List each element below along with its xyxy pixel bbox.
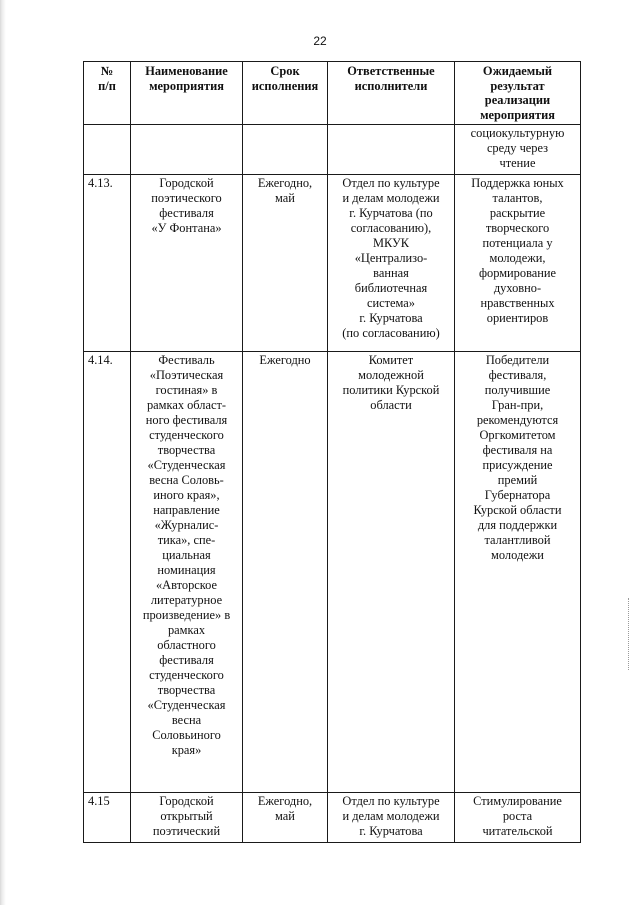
expected-result-cell: Стимулирование роста читательской <box>455 793 581 843</box>
row-number-cell <box>84 125 131 175</box>
responsible-cell <box>328 125 455 175</box>
header-responsible: Ответственные исполнители <box>328 62 455 125</box>
event-name-cell <box>131 125 243 175</box>
responsible-cell: Отдел по культуре и делам молодежи г. Курчатова (по согласованию), МКУК «Централизо- ванная библиотечная система» г. Курчатова (по согласованию) <box>328 175 455 352</box>
table-row <box>84 352 581 793</box>
table-row <box>84 175 581 352</box>
term-cell: Ежегодно, май <box>243 175 328 352</box>
responsible-cell: Отдел по культуре и делам молодежи г. Курчатова <box>328 793 455 843</box>
margin-scan-mark <box>628 598 630 670</box>
table-header-row <box>84 62 581 125</box>
row-number-cell: 4.13. <box>84 175 131 352</box>
table-row <box>84 125 581 175</box>
responsible-cell: Комитет молодежной политики Курской области <box>328 352 455 793</box>
expected-result-cell: социокультурную среду через чтение <box>455 125 581 175</box>
event-name-cell: Городской открытый поэтический <box>131 793 243 843</box>
term-cell: Ежегодно, май <box>243 793 328 843</box>
event-name-cell: Фестиваль «Поэтическая гостиная» в рамках област- ного фестиваля студенческого творчества «Студенческая весна Соловь- иного края», направление «Журналис- тика», спе- циальная номинация «Авторское литературное произведение» в рамках областного фестиваля студенческого творчества «Студенческая весна Соловьиного края» <box>131 352 243 793</box>
expected-result-cell: Победители фестиваля, получившие Гран-при, рекомендуются Оргкомитетом фестиваля на присуждение премий Губернатора Курской области для поддержки талантливой молодежи <box>455 352 581 793</box>
header-event-name: Наименование мероприятия <box>131 62 243 125</box>
header-number: № п/п <box>84 62 131 125</box>
expected-result-cell: Поддержка юных талантов, раскрытие творческого потенциала у молодежи, формирование духовно- нравственных ориентиров <box>455 175 581 352</box>
scan-shadow-edge <box>0 0 6 905</box>
term-cell <box>243 125 328 175</box>
table-row <box>84 793 581 843</box>
events-plan-table <box>83 61 581 843</box>
page-number: 22 <box>313 34 327 48</box>
row-number-cell: 4.15 <box>84 793 131 843</box>
header-expected-result: Ожидаемый результат реализации мероприятия <box>455 62 581 125</box>
header-term: Срок исполнения <box>243 62 328 125</box>
row-number-cell: 4.14. <box>84 352 131 793</box>
event-name-cell: Городской поэтического фестиваля «У Фонтана» <box>131 175 243 352</box>
term-cell: Ежегодно <box>243 352 328 793</box>
